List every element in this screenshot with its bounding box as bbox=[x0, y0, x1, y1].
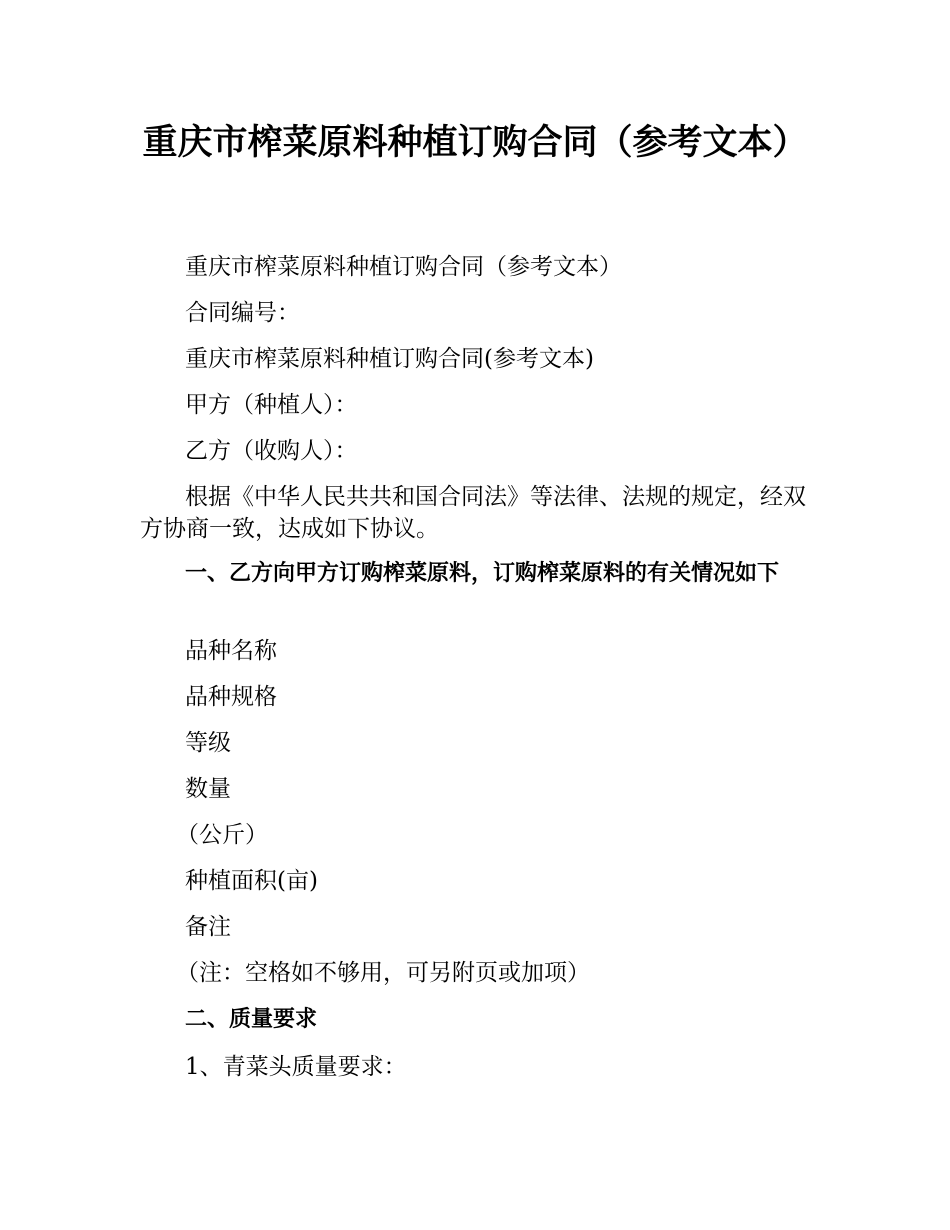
paragraph-party-a: 甲方（种植人）： bbox=[185, 392, 358, 418]
paragraph-repeated-title: 重庆市榨菜原料种植订购合同（参考文本） bbox=[185, 254, 622, 280]
field-remarks: 备注 bbox=[185, 914, 231, 940]
paragraph-contract-name: 重庆市榨菜原料种植订购合同(参考文本) bbox=[185, 346, 594, 372]
paragraph-contract-number: 合同编号： bbox=[185, 300, 300, 326]
paragraph-party-b: 乙方（收购人）： bbox=[185, 438, 358, 464]
document-title: 重庆市榨菜原料种植订购合同（参考文本） bbox=[142, 123, 808, 163]
field-grade: 等级 bbox=[185, 730, 231, 756]
section-heading-2: 二、质量要求 bbox=[185, 1007, 318, 1032]
paragraph-quality-requirement: 1、青菜头质量要求： bbox=[185, 1054, 407, 1080]
field-planting-area: 种植面积(亩) bbox=[185, 868, 318, 894]
field-variety-name: 品种名称 bbox=[185, 638, 277, 664]
field-variety-spec: 品种规格 bbox=[185, 684, 277, 710]
field-quantity-unit: （公斤） bbox=[176, 822, 268, 848]
paragraph-note: （注：空格如不够用，可另附页或加项） bbox=[176, 960, 590, 986]
section-heading-1: 一、乙方向甲方订购榨菜原料，订购榨菜原料的有关情况如下 bbox=[185, 561, 780, 586]
paragraph-legal-basis: 根据《中华人民共共和国合同法》等法律、法规的规定，经双方协商一致，达成如下协议。 bbox=[140, 484, 806, 542]
field-quantity: 数量 bbox=[185, 776, 231, 802]
